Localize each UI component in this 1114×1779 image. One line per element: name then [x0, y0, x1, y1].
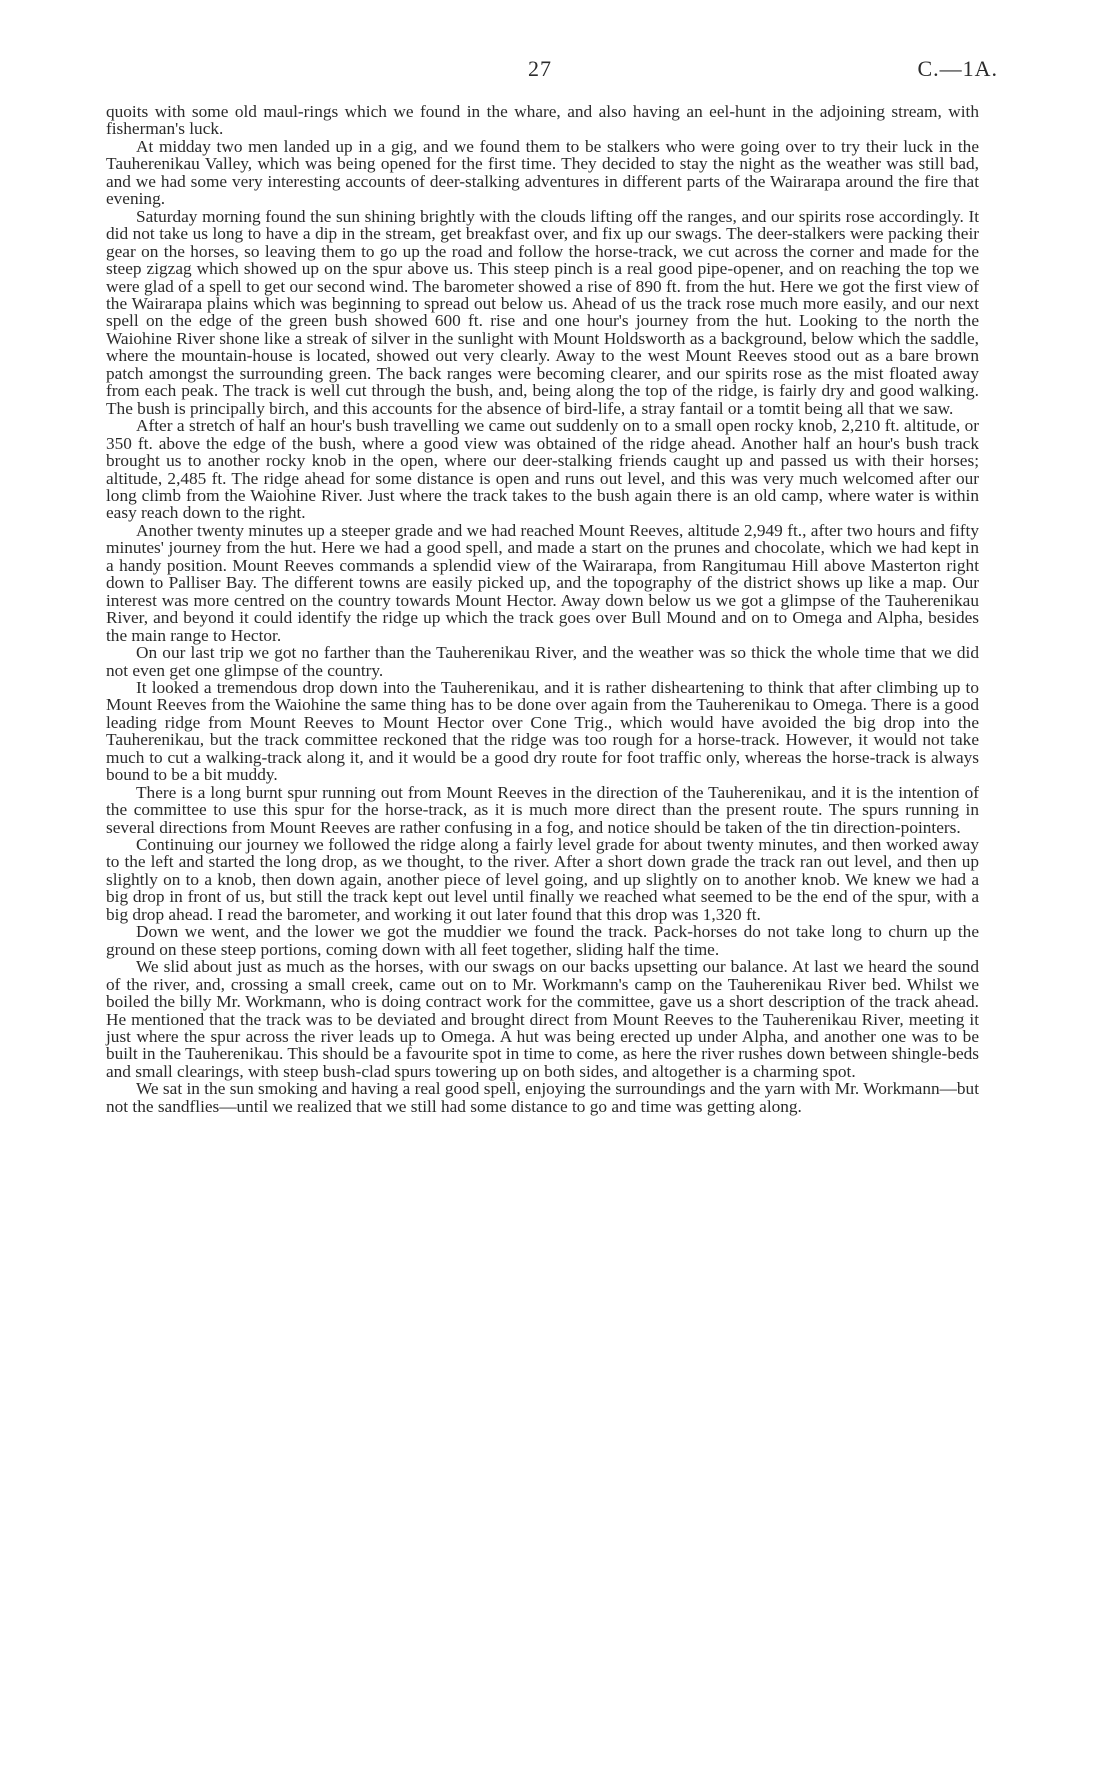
paragraph: It looked a tremendous drop down into the Tauherenikau, and it is rather disheartening to think that after climbing up to Mount Reeves from the Waiohine the same thing has to be done over again from the Tauherenikau to Omega. There is a good leading ridge from Mount Reeves to Mount Hector over Cone Trig., which would have avoided the big drop into the Tauherenikau, but the track committee reckoned that the ridge was too rough for a horse-track. However, it would not take much to cut a walking-track along it, and it would be a good dry route for foot traffic only, whereas the horse-track is always bound to be a bit muddy.	[106, 677, 979, 785]
paragraph: We slid about just as much as the horses, with our swags on our backs upsetting our balance. At last we heard the sound of the river, and, crossing a small creek, came out on to Mr. Workmann's camp on the Tauherenikau River bed. Whilst we boiled the billy Mr. Workmann, who is doing contract work for the committee, gave us a short description of the track ahead. He mentioned that the track was to be deviated and brought direct from Mount Reeves to the Tauherenikau River, meeting it just where the spur across the river leads up to Omega. A hut was being erected up under Alpha, and another one was to be built in the Tauherenikau. This should be a favourite spot in time to come, as here the river rushes down between shingle-beds and small clearings, with steep bush-clad spurs towering up on both sides, and altogether is a charming spot.	[106, 957, 979, 1081]
paragraph: There is a long burnt spur running out from Mount Reeves in the direction of the Tauherenikau, and it is the intention of the committee to use this spur for the horse-track, as it is much more direct than the present route. The spurs running in several directions from Mount Reeves are rather confusing in a fog, and notice should be taken of the tin direction-pointers.	[106, 782, 979, 837]
body-text	[106, 103, 979, 1115]
paragraph: At midday two men landed up in a gig, and we found them to be stalkers who were going over to try their luck in the Tauherenikau Valley, which was being opened for the first time. They decided to stay the night as the weather was still bad, and we had some very interesting accounts of deer-stalking adventures in different parts of the Wairarapa around the fire that evening.	[106, 136, 979, 209]
page-number: 27	[528, 56, 552, 81]
paragraph: Saturday morning found the sun shining brightly with the clouds lifting off the ranges, and our spirits rose accordingly. It did not take us long to have a dip in the stream, get breakfast over, and fix up our swags. The deer-stalkers were packing their gear on the horses, so leaving them to go up the road and follow the horse-track, we cut across the corner and made for the steep zigzag which showed up on the spur above us. This steep pinch is a real good pipe-opener, and on reaching the top we were glad of a spell to get our second wind. The barometer showed a rise of 890 ft. from the hut. Here we got the first view of the Wairarapa plains which was beginning to spread out below us. Ahead of us the track rose much more easily, and our next spell on the edge of the green bush showed 600 ft. rise and one hour's journey from the hut. Looking to the north the Waiohine River shone like a streak of silver in the sunlight with Mount Holdsworth as a background, below which the saddle, where the mountain-house is located, showed out very clearly. Away to the west Mount Reeves stood out as a bare brown patch amongst the surrounding green. The back ranges were becoming clearer, and our spirits rose as the mist floated away from each peak. The track is well cut through the bush, and, being along the top of the ridge, is fairly dry and good walking. The bush is principally birch, and this accounts for the absence of bird-life, a stray fantail or a tomtit being all that we saw.	[106, 206, 979, 418]
document-reference: C.—1A.	[917, 56, 998, 81]
paragraph: Down we went, and the lower we got the muddier we found the track. Pack-horses do not take long to churn up the ground on these steep portions, coming down with all feet together, sliding half the time.	[106, 922, 979, 959]
paragraph: We sat in the sun smoking and having a real good spell, enjoying the surroundings and the yarn with Mr. Workmann—but not the sandflies—until we realized that we still had some distance to go and time was getting along.	[106, 1079, 979, 1116]
paragraph: quoits with some old maul-rings which we found in the whare, and also having an eel-hunt in the adjoining stream, with fisherman's luck.	[106, 102, 979, 139]
paragraph: Another twenty minutes up a steeper grade and we had reached Mount Reeves, altitude 2,949 ft., after two hours and fifty minutes' journey from the hut. Here we had a good spell, and made a start on the prunes and chocolate, which we had kept in a handy position. Mount Reeves commands a splendid view of the Wairarapa, from Rangitumau Hill above Masterton right down to Palliser Bay. The different towns are easily picked up, and the topography of the district shows up like a map. Our interest was more centred on the country towards Mount Hector. Away down below us we got a glimpse of the Tauherenikau River, and beyond it could identify the ridge up which the track goes over Bull Mound and on to Omega and Alpha, besides the main range to Hector.	[106, 520, 979, 645]
paragraph: On our last trip we got no farther than the Tauherenikau River, and the weather was so thick the whole time that we did not even get one glimpse of the country.	[106, 643, 979, 680]
page-header	[0, 56, 1114, 90]
paragraph: Continuing our journey we followed the ridge along a fairly level grade for about twenty minutes, and then worked away to the left and started the long drop, as we thought, to the river. After a short down grade the track ran out level, and then up slightly on to a knob, then down again, another piece of level going, and up slightly on to another knob. We knew we had a big drop in front of us, but still the track kept out level until finally we reached what seemed to be the end of the spur, with a big drop ahead. I read the barometer, and working it out later found that this drop was 1,320 ft.	[106, 835, 979, 924]
paragraph: After a stretch of half an hour's bush travelling we came out suddenly on to a small open rocky knob, 2,210 ft. altitude, or 350 ft. above the edge of the bush, where a good view was obtained of the ridge ahead. Another half an hour's bush track brought us to another rocky knob in the open, where our deer-stalking friends caught up and passed us with their horses; altitude, 2,485 ft. The ridge ahead for some distance is open and runs out level, and this was very much welcomed after our long climb from the Waiohine River. Just where the track takes to the bush again there is an old camp, where water is within easy reach down to the right.	[106, 416, 979, 523]
